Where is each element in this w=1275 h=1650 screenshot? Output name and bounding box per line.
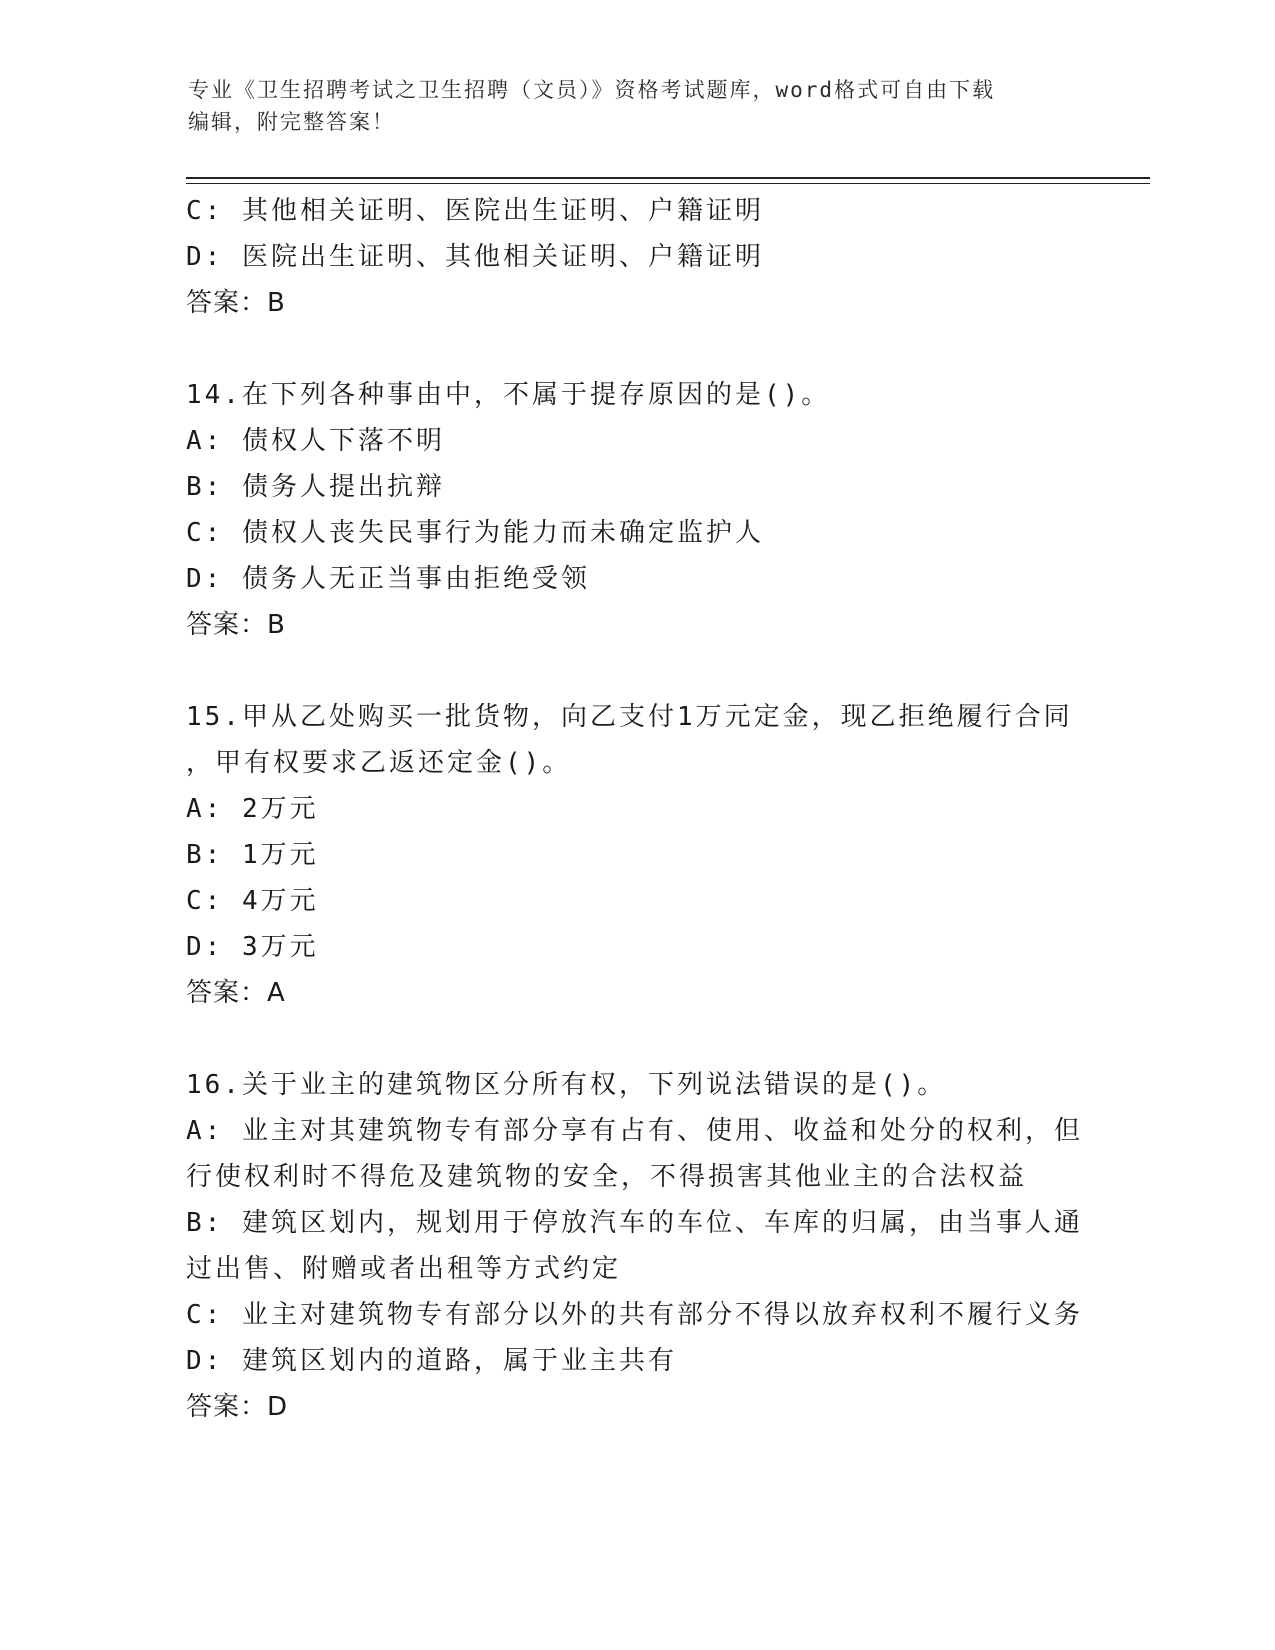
answer-label: 答案：A [186, 978, 286, 1008]
question-16 [186, 1062, 1086, 1430]
option-b-line-2: 过出售、附赠或者出租等方式约定 [186, 1254, 622, 1284]
answer-label: 答案：D [186, 1392, 289, 1422]
option-d: D: 医院出生证明、其他相关证明、户籍证明 [186, 242, 764, 272]
option-a-line-1: A: 业主对其建筑物专有部分享有占有、使用、收益和处分的权利，但 [186, 1116, 1083, 1146]
option-d: D: 债务人无正当事由拒绝受领 [186, 564, 590, 594]
option-b: B: 债务人提出抗辩 [186, 472, 445, 502]
answer-label: 答案：B [186, 610, 286, 640]
option-a: A: 2万元 [186, 794, 319, 824]
question-list [186, 188, 1086, 1430]
question-13 [186, 188, 1086, 326]
question-text-line-2: ，甲有权要求乙返还定金()。 [186, 748, 572, 778]
question-text: 16.关于业主的建筑物区分所有权，下列说法错误的是()。 [186, 1070, 947, 1100]
header-line-1: 专业《卫生招聘考试之卫生招聘（文员）》资格考试题库，word格式可自由下载 [188, 78, 996, 102]
option-a-line-2: 行使权利时不得危及建筑物的安全，不得损害其他业主的合法权益 [186, 1162, 1028, 1192]
question-14 [186, 372, 1086, 648]
option-c: C: 其他相关证明、医院出生证明、户籍证明 [186, 196, 764, 226]
question-15 [186, 694, 1086, 1016]
question-text-line-1: 15.甲从乙处购买一批货物，向乙支付1万元定金，现乙拒绝履行合同 [186, 702, 1073, 732]
option-c: C: 4万元 [186, 886, 319, 916]
question-text: 14.在下列各种事由中，不属于提存原因的是()。 [186, 380, 831, 410]
option-a: A: 债权人下落不明 [186, 426, 445, 456]
spacer [186, 326, 1086, 372]
option-b-line-1: B: 建筑区划内，规划用于停放汽车的车位、车库的归属，由当事人通 [186, 1208, 1083, 1238]
option-c: C: 债权人丧失民事行为能力而未确定监护人 [186, 518, 764, 548]
spacer [186, 1016, 1086, 1062]
option-d: D: 建筑区划内的道路，属于业主共有 [186, 1346, 677, 1376]
document-header [188, 74, 1088, 138]
spacer [186, 648, 1086, 694]
option-b: B: 1万元 [186, 840, 319, 870]
header-line-2: 编辑，附完整答案！ [188, 110, 395, 134]
option-c: C: 业主对建筑物专有部分以外的共有部分不得以放弃权利不履行义务 [186, 1300, 1083, 1330]
option-d: D: 3万元 [186, 932, 319, 962]
header-divider-thick [186, 177, 1150, 179]
answer-label: 答案：B [186, 288, 286, 318]
header-divider-thin [186, 183, 1150, 184]
